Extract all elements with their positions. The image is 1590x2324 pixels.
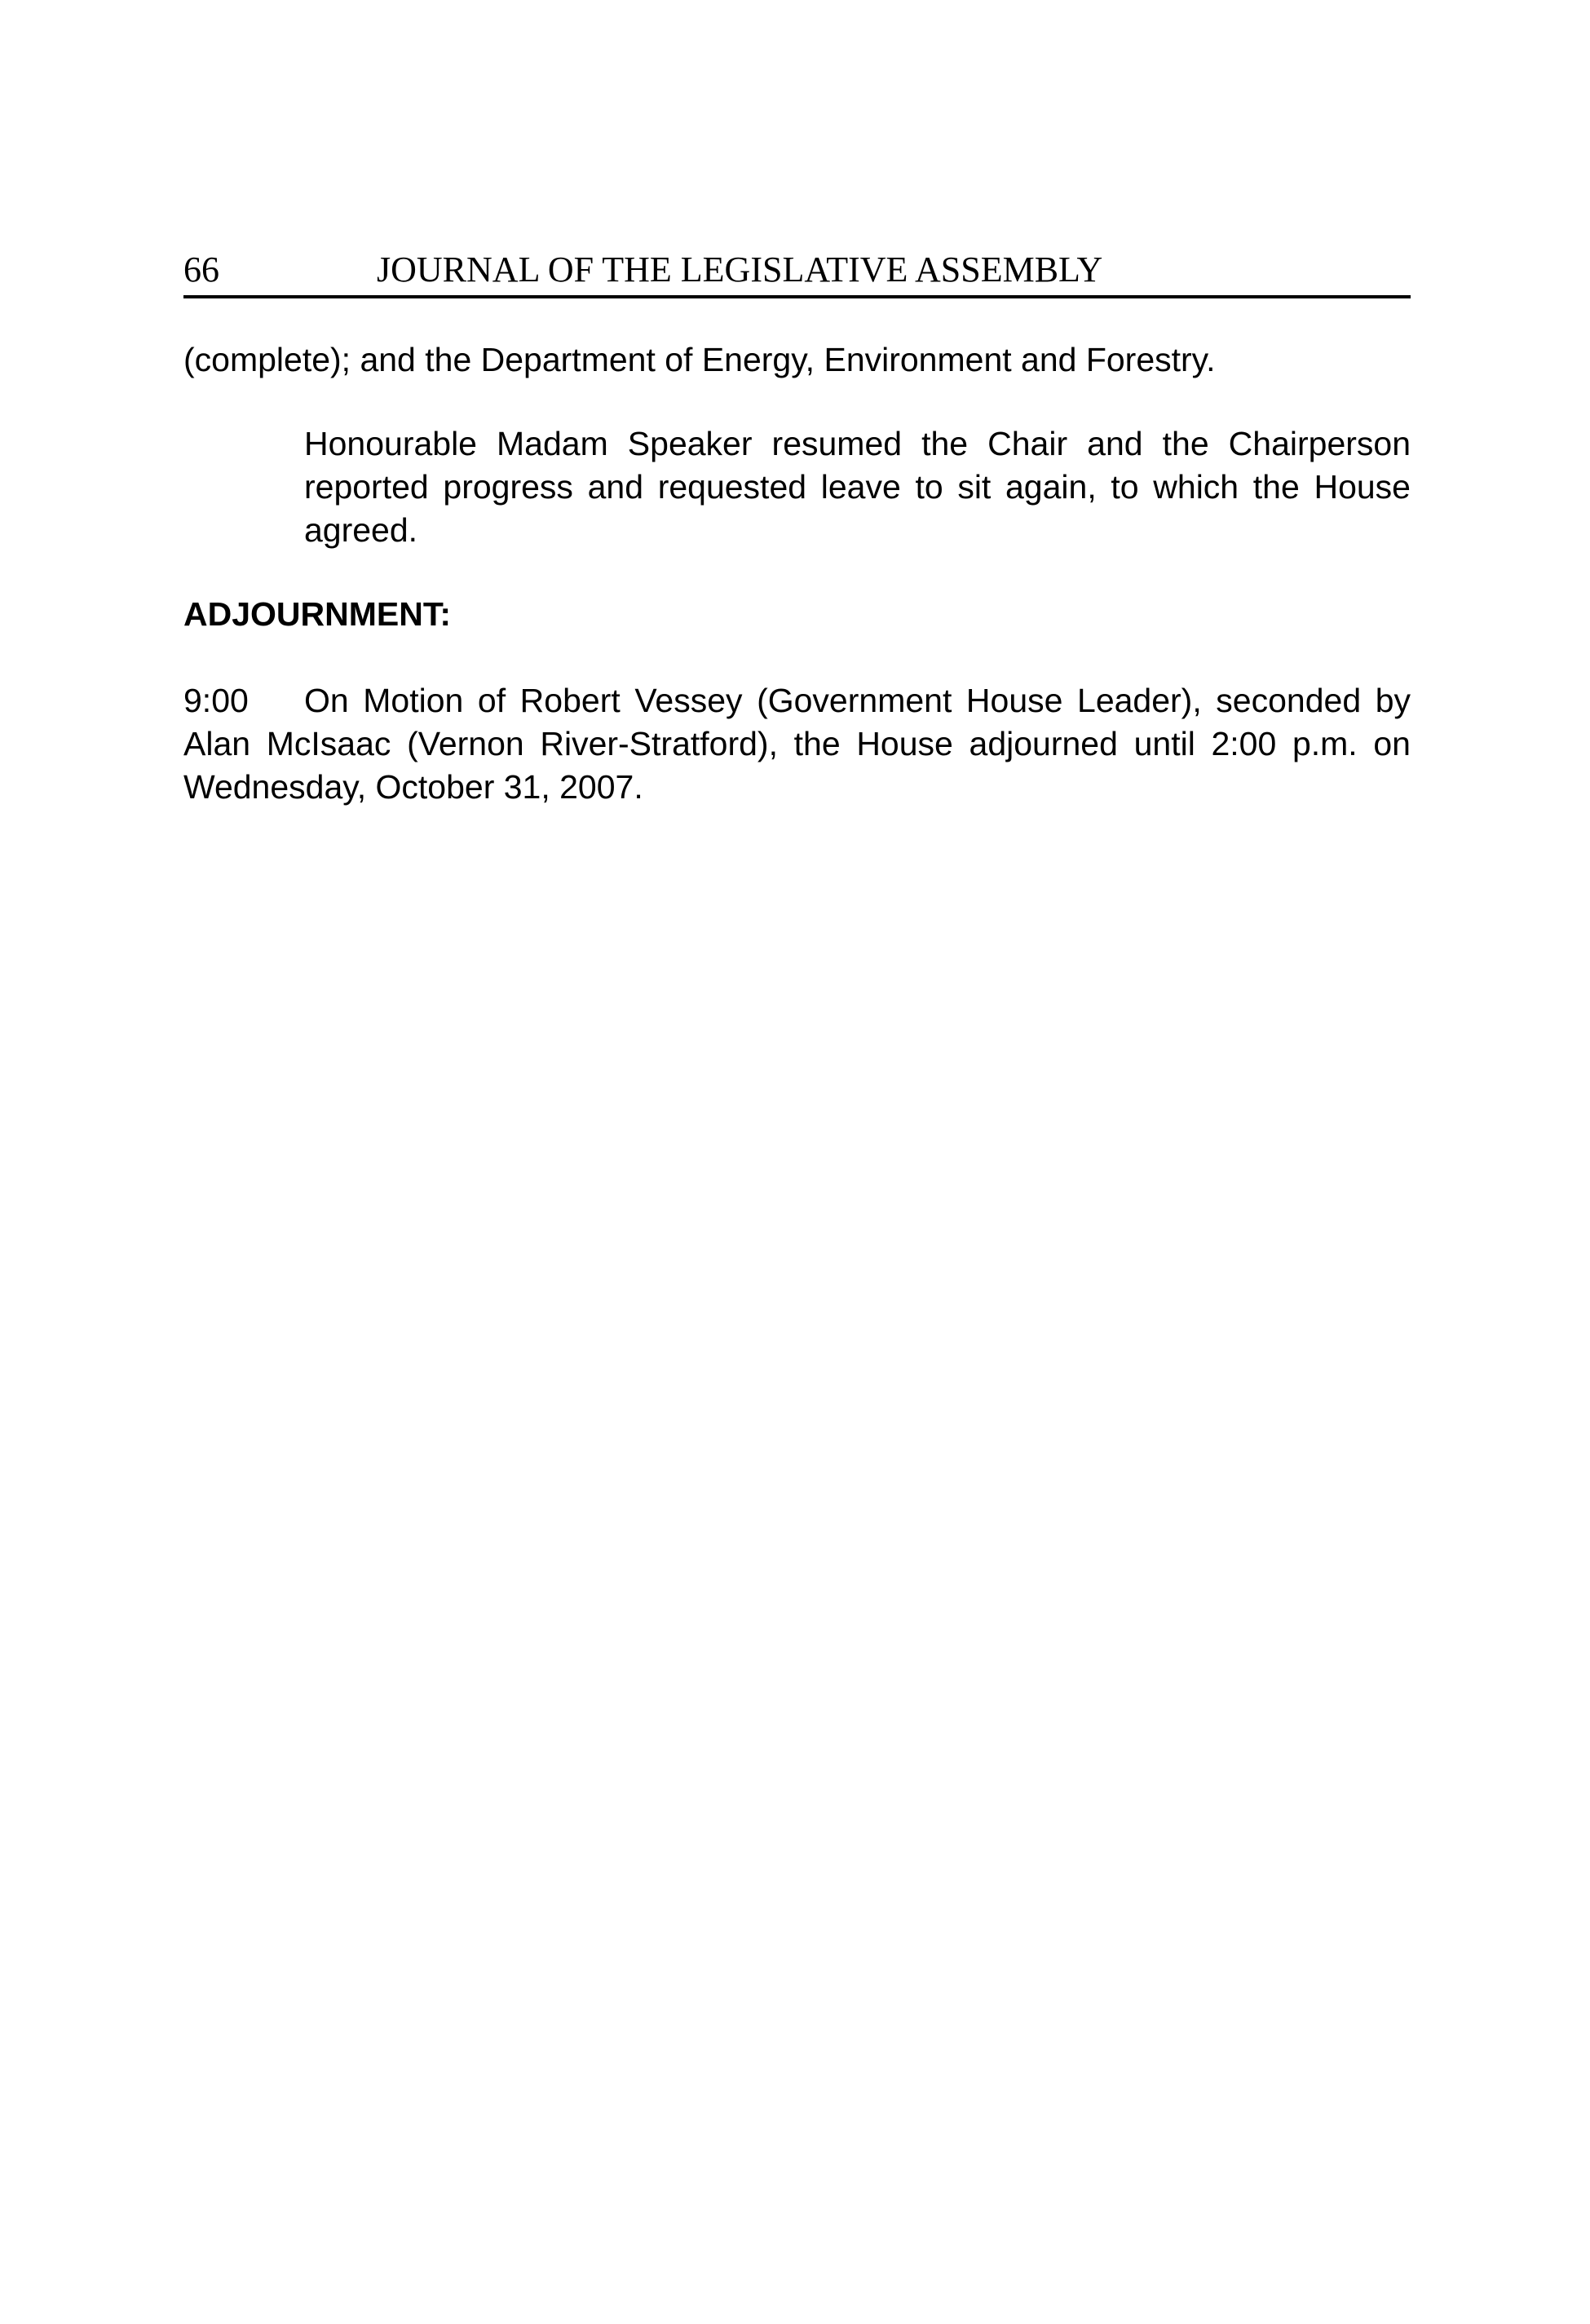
page-number: 66 [183,250,219,289]
adjournment-text: On Motion of Robert Vessey (Government House Leader), seconded by Alan McIsaac (Vernon River-Stratford), the House adjourned until 2:00 p.m. on Wednesday, October 31, 2007. [183,682,1411,806]
adjournment-time: 9:00 [183,682,249,719]
page-header [183,245,1411,298]
speaker-paragraph: Honourable Madam Speaker resumed the Chair and the Chairperson reported progress and requested leave to sit again, to which the House agreed. [304,425,1411,549]
adjournment-paragraph [183,679,1411,809]
running-title: JOURNAL OF THE LEGISLATIVE ASSEMBLY [377,250,1103,289]
adjournment-heading: ADJOURNMENT: [183,595,451,633]
continuation-paragraph: (complete); and the Department of Energy, Environment and Forestry. [183,341,1216,378]
